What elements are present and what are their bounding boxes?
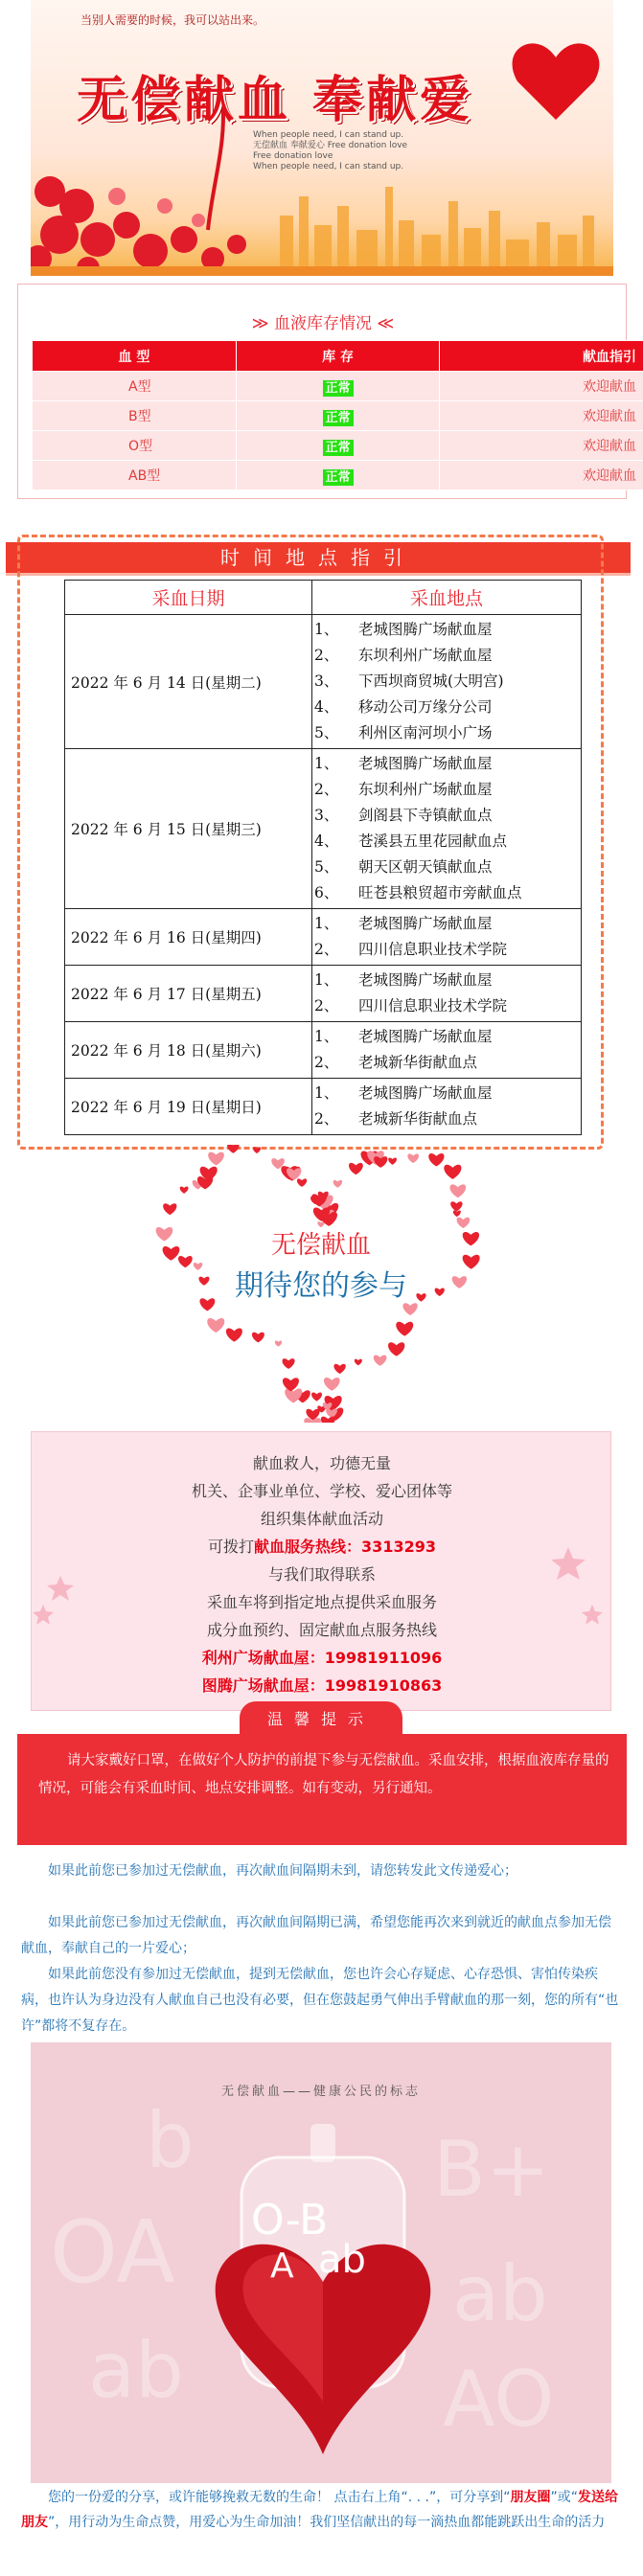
stock-blood-type: B型 <box>33 401 237 431</box>
schedule-site: 2、 四川信息职业技术学院 <box>314 941 508 958</box>
stock-guide: 欢迎献血 <box>440 461 643 490</box>
card-hotline: 可拨打献血服务热线：3313293 <box>208 1538 436 1556</box>
info-card <box>31 1431 611 1711</box>
small-heart <box>226 1329 242 1342</box>
schedule-header-date: 采血日期 <box>65 581 312 615</box>
schedule-date: 2022 年 6 月 14 日(星期二) <box>65 615 312 749</box>
paragraph-2: 如果此前您已参加过无偿献血，再次献血间隔期已满，希望您能再次来到就近的献血点参加无偿献血，奉献自己的一片爱心； <box>21 1915 611 1956</box>
schedule-site: 5、 朝天区朝天镇献血点 <box>314 858 493 876</box>
schedule-site: 6、 旺苍县粮贸超市旁献血点 <box>314 884 522 901</box>
schedule-title: 时间地点指引 <box>220 546 416 569</box>
reminder-text: 请大家戴好口罩，在做好个人防护的前提下参与无偿献血。采血安排，根据血液库存量的情况，可能会有采血时间、地点安排调整。如有变动，另行通知。 <box>38 1753 609 1796</box>
stock-header-type: 血 型 <box>33 341 237 372</box>
heart-line2: 期待您的参与 <box>235 1269 407 1303</box>
schedule-row <box>65 1022 582 1079</box>
schedule-row <box>65 909 582 966</box>
stock-row <box>33 461 643 490</box>
donation-poster <box>31 2042 611 2483</box>
svg-text:OA: OA <box>50 2202 175 2303</box>
reminder-tag: 温馨提示 <box>240 1701 402 1734</box>
small-heart <box>355 1359 362 1366</box>
small-heart <box>333 1364 345 1374</box>
svg-text:ab: ab <box>452 2249 548 2338</box>
schedule-table <box>64 580 582 1135</box>
schedule-site: 2、 东坝利州广场献血屋 <box>314 647 493 664</box>
schedule-row <box>65 1079 582 1135</box>
small-heart <box>407 1153 419 1163</box>
schedule-site: 1、 老城图腾广场献血屋 <box>314 971 493 989</box>
share-paragraph: 您的一份爱的分享，或许能够挽救无数的生命！ 点击右上角“. . .”，可分享到“朋友圈”或“发送给朋友”，用行动为生命点赞，用爱心为生命加油！我们坚信献出的每一滴热血都能跳跃出生命的活力 <box>21 2490 618 2530</box>
stock-table <box>32 340 643 490</box>
card-line: 献血救人，功德无量 <box>252 1454 391 1472</box>
schedule-sites <box>312 615 582 749</box>
schedule-site: 2、 四川信息职业技术学院 <box>314 997 508 1014</box>
card-line: 采血车将到指定地点提供采血服务 <box>206 1593 437 1611</box>
banner-english: When people need, I can stand up. 无偿献血 奉献爱心 Free donation love Free donation love When people need, I can stand up. <box>253 130 408 171</box>
stock-header-row <box>33 341 643 372</box>
stock-status <box>236 431 440 461</box>
stock-guide: 欢迎献血 <box>440 401 643 431</box>
schedule-site: 4、 移动公司万缘分公司 <box>314 698 493 716</box>
small-heart <box>333 1180 343 1188</box>
small-heart <box>321 1417 335 1423</box>
stock-title: ≫ 血液库存情况 ≪ <box>251 314 395 333</box>
card-line: 组织集体献血活动 <box>260 1510 383 1528</box>
stock-header-guide: 献血指引 <box>440 341 643 372</box>
card-line: 与我们取得联系 <box>267 1565 376 1584</box>
small-heart <box>208 1152 224 1166</box>
banner-note: 当别人需要的时候，我可以站出来。 <box>80 13 265 27</box>
schedule-site: 1、 老城图腾广场献血屋 <box>314 755 493 772</box>
card-line: 成分血预约、固定献血点服务热线 <box>206 1621 437 1639</box>
small-heart <box>324 1378 340 1391</box>
schedule-sites <box>312 1079 582 1135</box>
small-heart <box>227 1145 239 1153</box>
card-lizhou-phone: 利州广场献血屋：19981911096 <box>201 1649 443 1667</box>
heart-line1: 无偿献血 <box>270 1231 371 1260</box>
stock-guide: 欢迎献血 <box>440 372 643 401</box>
small-heart <box>283 1358 295 1369</box>
stock-row <box>33 431 643 461</box>
schedule-row <box>65 749 582 909</box>
blood-stock-section <box>17 284 636 499</box>
schedule-site: 3、 剑阁县下寺镇献血点 <box>314 807 493 824</box>
schedule-section <box>17 535 604 1150</box>
svg-text:b: b <box>146 2096 195 2185</box>
heart-graphic <box>153 1145 489 1423</box>
schedule-date: 2022 年 6 月 17 日(星期五) <box>65 966 312 1022</box>
small-heart <box>252 1333 264 1343</box>
small-heart <box>253 1147 261 1153</box>
stock-row <box>33 401 643 431</box>
small-heart <box>388 1342 404 1356</box>
schedule-date: 2022 年 6 月 15 日(星期三) <box>65 749 312 909</box>
schedule-site: 1、 老城图腾广场献血屋 <box>314 1028 493 1045</box>
small-heart <box>207 1318 224 1333</box>
schedule-site: 1、 老城图腾广场献血屋 <box>314 915 493 932</box>
small-heart <box>163 1203 176 1215</box>
small-heart <box>453 1211 461 1218</box>
moments-link-text: 朋友圈 <box>510 2490 551 2505</box>
schedule-sites <box>312 1022 582 1079</box>
small-heart <box>396 1322 413 1336</box>
schedule-site: 4、 苍溪县五里花园献血点 <box>314 832 508 850</box>
schedule-site: 3、 下西坝商贸城(大明宫) <box>314 672 504 690</box>
small-heart <box>285 1388 302 1402</box>
schedule-sites <box>312 966 582 1022</box>
small-heart <box>428 1153 444 1167</box>
small-heart <box>374 1355 387 1365</box>
small-heart <box>450 1201 462 1211</box>
stock-guide: 欢迎献血 <box>440 431 643 461</box>
small-heart <box>349 1163 363 1174</box>
stock-row <box>33 372 643 401</box>
status-badge: 正常 <box>323 469 354 486</box>
schedule-site: 2、 东坝利州广场献血屋 <box>314 781 493 798</box>
small-heart <box>402 1303 417 1315</box>
card-line: 机关、企事业单位、学校、爱心团体等 <box>191 1482 452 1500</box>
svg-text:ab: ab <box>88 2326 184 2415</box>
stock-blood-type: O型 <box>33 431 237 461</box>
small-heart <box>449 1184 466 1197</box>
small-heart <box>444 1165 461 1179</box>
donation-banner <box>31 0 613 276</box>
schedule-sites <box>312 909 582 966</box>
schedule-site: 1、 老城图腾广场献血屋 <box>314 621 493 638</box>
status-badge: 正常 <box>323 440 354 456</box>
schedule-sites <box>312 749 582 909</box>
stock-status <box>236 401 440 431</box>
schedule-site: 2、 老城新华街献血点 <box>314 1054 478 1071</box>
svg-text:A: A <box>270 2246 294 2286</box>
card-text <box>32 1449 612 1699</box>
svg-text:B+: B+ <box>433 2125 550 2214</box>
send-to-friend-text: 发送给朋友 <box>21 2490 618 2530</box>
schedule-header-row <box>65 581 582 615</box>
stock-status <box>236 461 440 490</box>
stock-blood-type: AB型 <box>33 461 237 490</box>
schedule-site: 5、 利州区南河坝小广场 <box>314 724 493 741</box>
small-heart <box>311 1393 322 1402</box>
blood-bag-illustration <box>31 2042 611 2483</box>
small-heart <box>297 1178 307 1187</box>
schedule-date: 2022 年 6 月 18 日(星期六) <box>65 1022 312 1079</box>
reminder-box <box>17 1734 627 1845</box>
small-heart <box>388 1158 397 1165</box>
poster-caption: 无偿献血——健康公民的标志 <box>220 2085 421 2099</box>
small-heart <box>275 1341 282 1347</box>
banner-headline: 无偿献血 奉献爱 <box>77 72 474 129</box>
schedule-site: 1、 老城图腾广场献血屋 <box>314 1084 493 1102</box>
small-heart <box>180 1187 189 1194</box>
stock-header-status: 库 存 <box>236 341 440 372</box>
card-tuteng-phone: 图腾广场献血屋：19981910863 <box>201 1676 443 1695</box>
stock-blood-type: A型 <box>33 372 237 401</box>
svg-text:ab: ab <box>318 2238 366 2282</box>
schedule-header-sites: 采血地点 <box>312 581 582 615</box>
stock-status <box>236 372 440 401</box>
schedule-site: 2、 老城新华街献血点 <box>314 1110 478 1128</box>
paragraph-1: 如果此前您已参加过无偿献血，再次献血间隔期未到，请您转发此文传递爱心； <box>48 1863 517 1879</box>
schedule-date: 2022 年 6 月 19 日(星期日) <box>65 1079 312 1135</box>
status-badge: 正常 <box>323 410 354 426</box>
status-badge: 正常 <box>323 380 354 397</box>
schedule-row <box>65 966 582 1022</box>
paragraph-3: 如果此前您没有参加过无偿献血，提到无偿献血，您也许会心存疑虑、心存恐惧、害怕传染疾病，也许认为身边没有人献血自己也没有必要，但在您鼓起勇气伸出手臂献血的那一刻，您的所有“也许”都将不复存在。 <box>21 1967 619 2034</box>
svg-text:O-B: O-B <box>251 2196 329 2245</box>
svg-text:AO: AO <box>443 2355 555 2444</box>
schedule-row <box>65 615 582 749</box>
schedule-date: 2022 年 6 月 16 日(星期四) <box>65 909 312 966</box>
